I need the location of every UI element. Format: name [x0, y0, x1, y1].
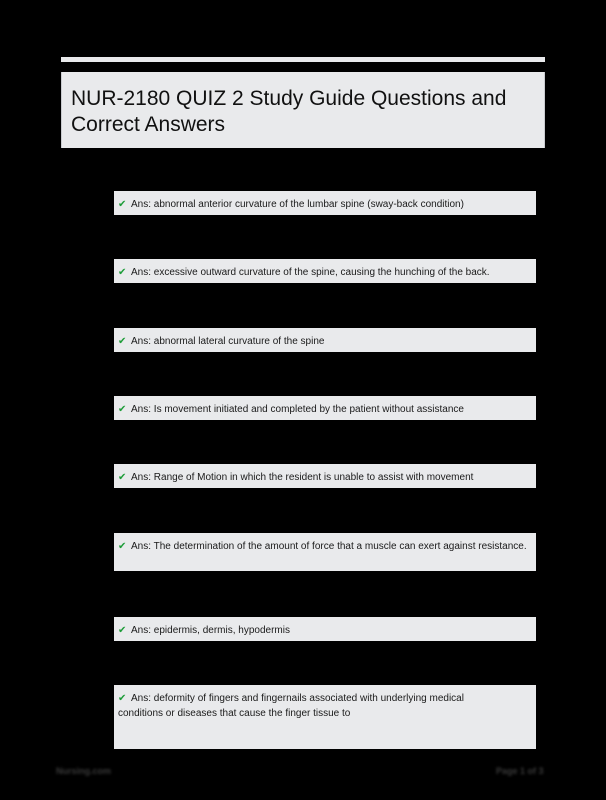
answer-text: abnormal lateral curvature of the spine — [153, 336, 325, 347]
answer-prefix: Ans: — [131, 625, 152, 636]
page-title: NUR-2180 QUIZ 2 Study Guide Questions and Correct Answers — [71, 87, 507, 136]
answer-text: epidermis, dermis, hypodermis — [153, 625, 290, 636]
top-rule — [61, 57, 545, 62]
answer-box — [114, 685, 536, 749]
check-icon: ✔ — [118, 693, 127, 704]
check-icon: ✔ — [118, 404, 127, 415]
footer-page-number: Page 1 of 3 — [496, 767, 544, 776]
answer-text: deformity of fingers and fingernails associated with underlying medical conditions or diseases that cause the finger tissue to — [118, 693, 464, 719]
answer-text: abnormal anterior curvature of the lumbar spine (sway-back condition) — [153, 199, 464, 210]
answer-text: excessive outward curvature of the spine, causing the hunching of the back. — [153, 267, 490, 278]
check-icon: ✔ — [118, 267, 127, 278]
answer-prefix: Ans: — [131, 267, 152, 278]
answer-text: Is movement initiated and completed by the patient without assistance — [153, 404, 464, 415]
check-icon: ✔ — [118, 336, 127, 347]
answer-prefix: Ans: — [131, 693, 152, 704]
answer-prefix: Ans: — [131, 472, 152, 483]
answer-prefix: Ans: — [131, 404, 152, 415]
answer-box — [114, 259, 536, 283]
answer-prefix: Ans: — [131, 541, 152, 552]
answer-box — [114, 191, 536, 215]
title-box — [61, 72, 545, 148]
answer-text: The determination of the amount of force that a muscle can exert against resistance. — [153, 541, 527, 552]
check-icon: ✔ — [118, 541, 127, 552]
check-icon: ✔ — [118, 625, 127, 636]
answer-box — [114, 328, 536, 352]
check-icon: ✔ — [118, 472, 127, 483]
answer-box — [114, 396, 536, 420]
answer-box — [114, 464, 536, 488]
answer-box — [114, 533, 536, 571]
footer-source: Nursing.com — [56, 767, 112, 776]
check-icon: ✔ — [118, 199, 127, 210]
answer-text: Range of Motion in which the resident is unable to assist with movement — [153, 472, 474, 483]
answer-box — [114, 617, 536, 641]
answer-prefix: Ans: — [131, 199, 152, 210]
answer-prefix: Ans: — [131, 336, 152, 347]
